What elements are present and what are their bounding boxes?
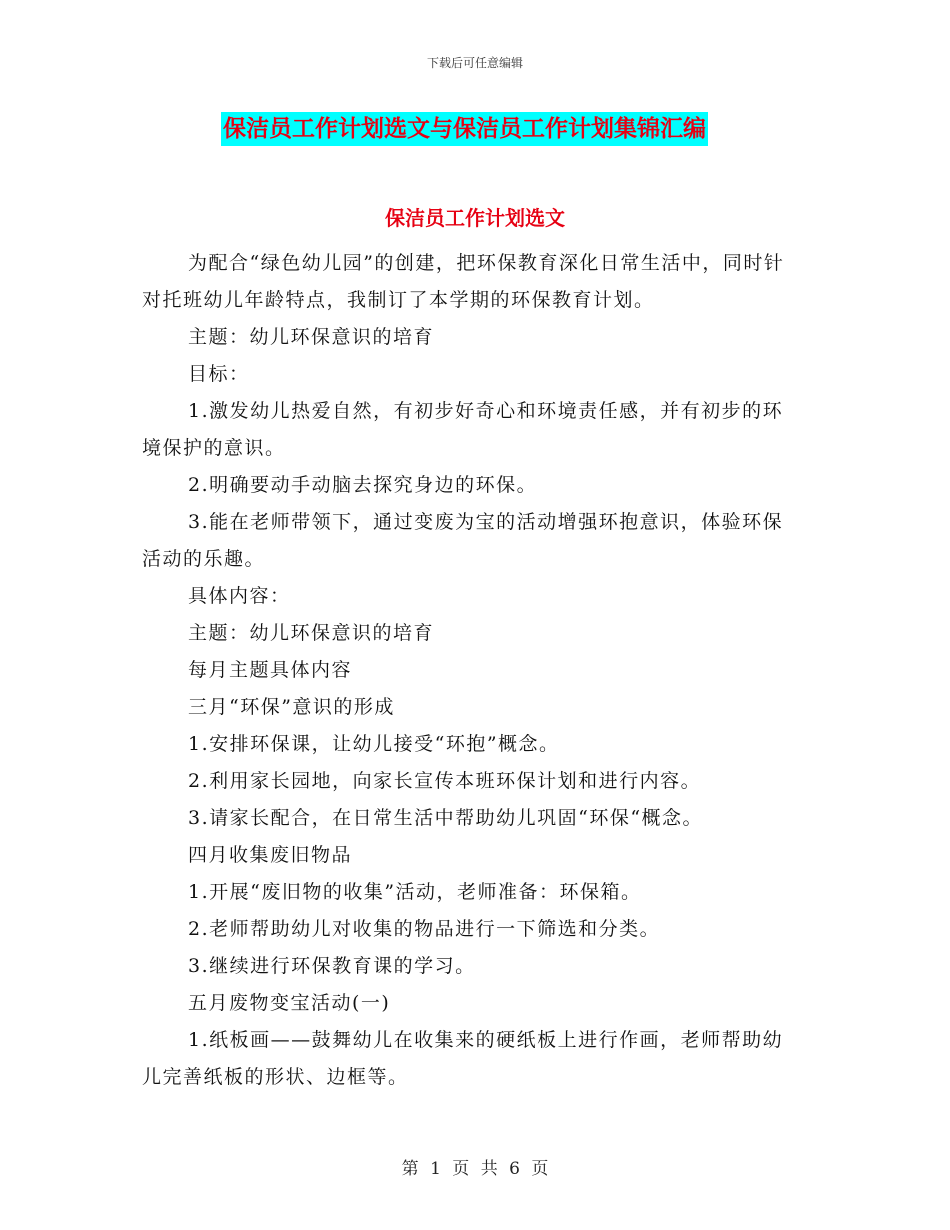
header-note: 下载后可任意编辑 — [426, 56, 523, 70]
paragraph: 为配合“绿色幼儿园”的创建，把环保教育深化日常生活中，同时针对托班幼儿年龄特点，我制订了本学期的环保教育计划。 — [142, 252, 785, 311]
paragraph: 具体内容： — [188, 585, 291, 607]
paragraph: 每月主题具体内容 — [188, 659, 353, 681]
paragraph: 主题：幼儿环保意识的培育 — [188, 326, 435, 348]
paragraph: 2.利用家长园地，向家长宣传本班环保计划和进行内容。 — [188, 770, 702, 792]
paragraph: 3.请家长配合，在日常生活中帮助幼儿巩固“环保“概念。 — [188, 807, 704, 829]
paragraph: 1.开展“废旧物的收集”活动，老师准备：环保箱。 — [188, 881, 642, 903]
paragraph: 1.纸板画——鼓舞幼儿在收集来的硬纸板上进行作画，老师帮助幼儿完善纸板的形状、边框等。 — [142, 1029, 784, 1088]
section-title: 保洁员工作计划选文 — [385, 206, 565, 230]
paragraph: 目标： — [188, 363, 250, 385]
document-title: 保洁员工作计划选文与保洁员工作计划集锦汇编 — [221, 112, 708, 146]
paragraph: 3.继续进行环保教育课的学习。 — [188, 955, 476, 977]
paragraph: 主题：幼儿环保意识的培育 — [188, 622, 435, 644]
paragraph: 五月废物变宝活动(一) — [188, 992, 391, 1014]
page-number: 第 1 页 共 6 页 — [401, 1159, 549, 1179]
paragraph: 四月收集废旧物品 — [188, 844, 353, 866]
paragraph: 三月“环保”意识的形成 — [188, 696, 395, 718]
paragraph: 1.安排环保课，让幼儿接受“环抱”概念。 — [188, 733, 560, 755]
paragraph: 1.激发幼儿热爱自然，有初步好奇心和环境责任感，并有初步的环境保护的意识。 — [142, 400, 784, 459]
paragraph: 2.明确要动手动脑去探究身边的环保。 — [188, 474, 538, 496]
paragraph: 3.能在老师带领下，通过变废为宝的活动增强环抱意识，体验环保活动的乐趣。 — [142, 511, 784, 570]
paragraph: 2.老师帮助幼儿对收集的物品进行一下筛选和分类。 — [188, 918, 661, 940]
document-body — [142, 245, 798, 1096]
